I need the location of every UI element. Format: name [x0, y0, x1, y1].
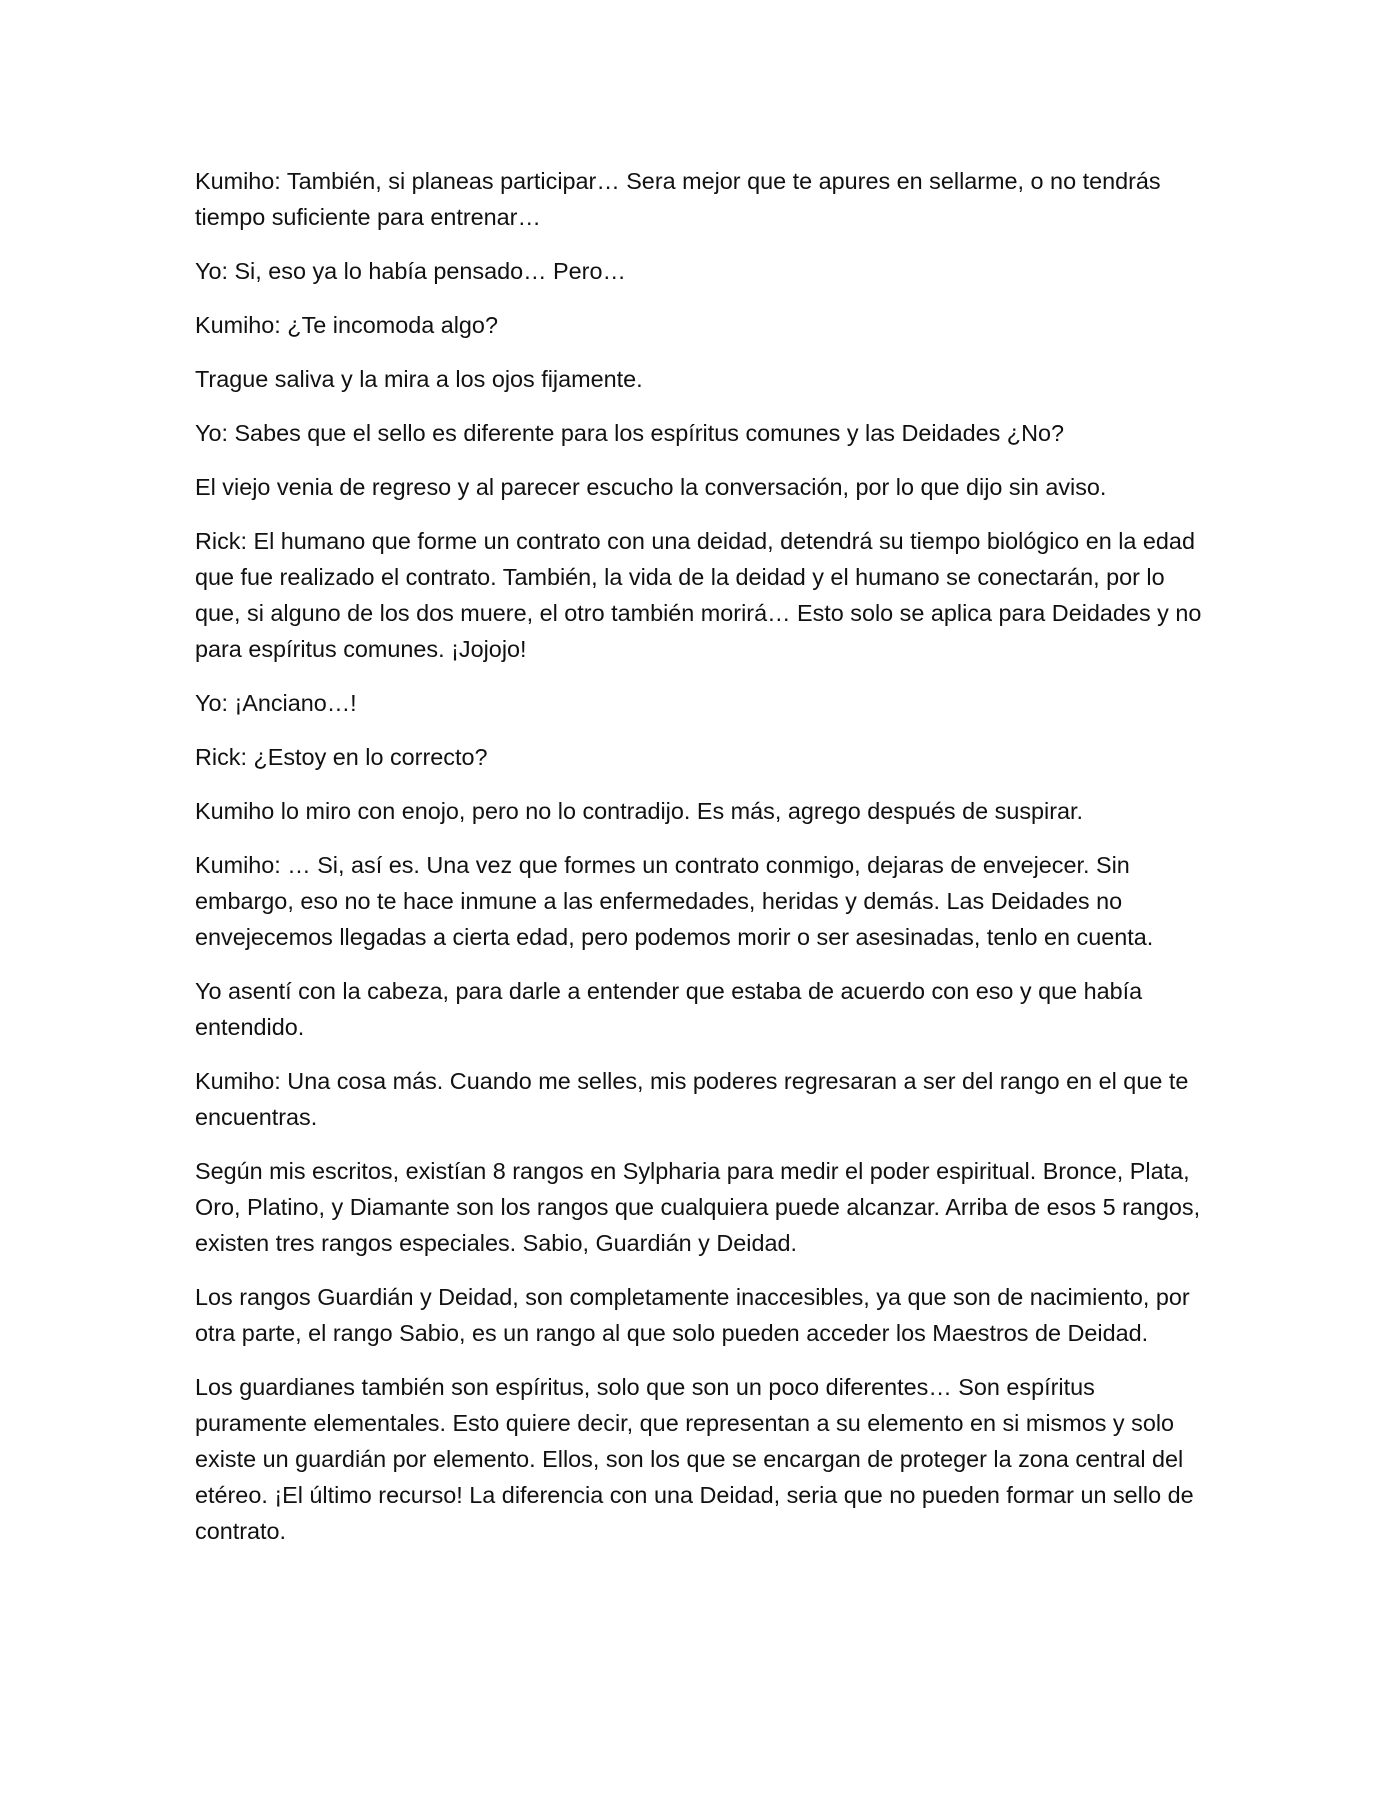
paragraph: Trague saliva y la mira a los ojos fijamente. — [195, 366, 643, 392]
document-body — [195, 163, 1205, 1567]
paragraph: Kumiho: ¿Te incomoda algo? — [195, 312, 498, 338]
paragraph: El viejo venia de regreso y al parecer escucho la conversación, por lo que dijo sin aviso. — [195, 474, 1107, 500]
paragraph: Yo: Si, eso ya lo había pensado… Pero… — [195, 258, 626, 284]
paragraph: Kumiho: Una cosa más. Cuando me selles, mis poderes regresaran a ser del rango en el que te encuentras. — [195, 1068, 1189, 1130]
paragraph: Kumiho lo miro con enojo, pero no lo contradijo. Es más, agrego después de suspirar. — [195, 798, 1084, 824]
paragraph: Yo: Sabes que el sello es diferente para los espíritus comunes y las Deidades ¿No? — [195, 420, 1064, 446]
paragraph: Rick: ¿Estoy en lo correcto? — [195, 744, 488, 770]
paragraph: Según mis escritos, existían 8 rangos en Sylpharia para medir el poder espiritual. Bronce, Plata, Oro, Platino, y Diamante son los rangos que cualquiera puede alcanzar. Arriba de esos 5 rangos, existen tres rangos especiales. Sabio, Guardián y Deidad. — [195, 1158, 1201, 1256]
paragraph: Yo asentí con la cabeza, para darle a entender que estaba de acuerdo con eso y que había entendido. — [195, 978, 1143, 1040]
paragraph: Yo: ¡Anciano…! — [195, 690, 357, 716]
paragraph: Kumiho: … Si, así es. Una vez que formes un contrato conmigo, dejaras de envejecer. Sin embargo, eso no te hace inmune a las enfermedades, heridas y demás. Las Deidades no envejecemos llegadas a cierta edad, pero podemos morir o ser asesinadas, tenlo en cuenta. — [195, 852, 1154, 950]
paragraph: Los rangos Guardián y Deidad, son completamente inaccesibles, ya que son de nacimiento, por otra parte, el rango Sabio, es un rango al que solo pueden acceder los Maestros de Deidad. — [195, 1284, 1190, 1346]
paragraph: Rick: El humano que forme un contrato con una deidad, detendrá su tiempo biológico en la edad que fue realizado el contrato. También, la vida de la deidad y el humano se conectarán, por lo que, si alguno de los dos muere, el otro también morirá… Esto solo se aplica para Deidades y no para espíritus comunes. ¡Jojojo! — [195, 528, 1202, 662]
paragraph: Los guardianes también son espíritus, solo que son un poco diferentes… Son espíritus puramente elementales. Esto quiere decir, que representan a su elemento en si mismos y solo existe un guardián por elemento. Ellos, son los que se encargan de proteger la zona central del etéreo. ¡El último recurso! La diferencia con una Deidad, seria que no pueden formar un sello de contrato. — [195, 1374, 1194, 1544]
paragraph: Kumiho: También, si planeas participar… Sera mejor que te apures en sellarme, o no tendrás tiempo suficiente para entrenar… — [195, 168, 1161, 230]
